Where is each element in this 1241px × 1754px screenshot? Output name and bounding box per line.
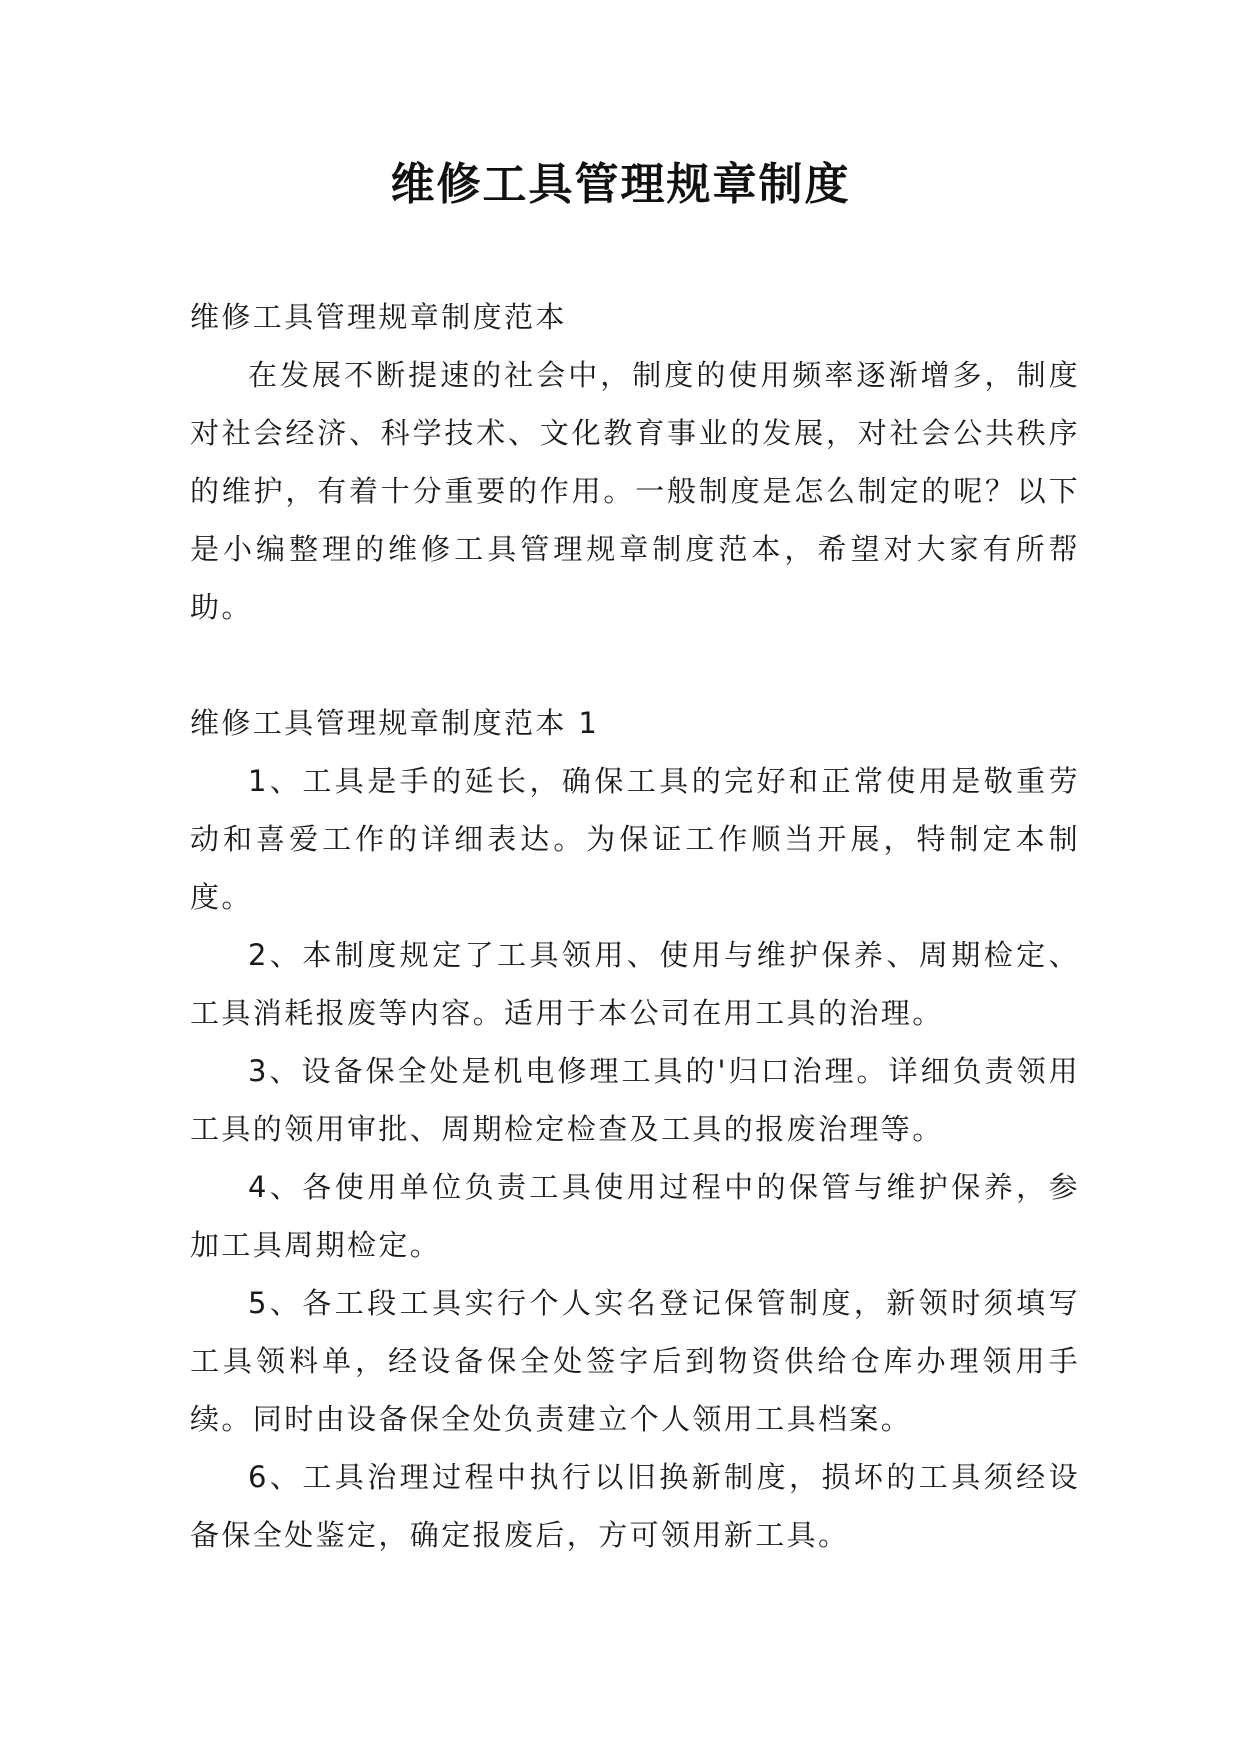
rule-item-1: 1、工具是手的延长，确保工具的完好和正常使用是敬重劳动和喜爱工作的详细表达。为保证工作顺当开展，特制定本制度。: [190, 764, 1080, 914]
intro-paragraph: 在发展不断提速的社会中，制度的使用频率逐渐增多，制度对社会经济、科学技术、文化教育事业的发展，对社会公共秩序的维护，有着十分重要的作用。一般制度是怎么制定的呢？以下是小编整理的维修工具管理规章制度范本，希望对大家有所帮助。: [190, 358, 1080, 624]
section-heading: 维修工具管理规章制度范本 1: [190, 706, 600, 740]
rule-item-4: 4、各使用单位负责工具使用过程中的保管与维护保养，参加工具周期检定。: [190, 1170, 1080, 1262]
rule-item-6: 6、工具治理过程中执行以旧换新制度，损坏的工具须经设备保全处鉴定，确定报废后，方可领用新工具。: [190, 1460, 1080, 1552]
rule-item-2: 2、本制度规定了工具领用、使用与维护保养、周期检定、工具消耗报废等内容。适用于本公司在用工具的治理。: [190, 938, 1080, 1030]
paragraph-spacer: [190, 636, 1080, 694]
rule-item-3: 3、设备保全处是机电修理工具的'归口治理。详细负责领用工具的领用审批、周期检定检查及工具的报废治理等。: [190, 1054, 1080, 1146]
document-title: 维修工具管理规章制度: [390, 159, 851, 210]
rule-item-5: 5、各工段工具实行个人实名登记保管制度，新领时须填写工具领料单，经设备保全处签字后到物资供给仓库办理领用手续。同时由设备保全处负责建立个人领用工具档案。: [190, 1286, 1080, 1436]
document-body: [190, 288, 1080, 1564]
document-subtitle: 维修工具管理规章制度范本: [190, 300, 567, 334]
